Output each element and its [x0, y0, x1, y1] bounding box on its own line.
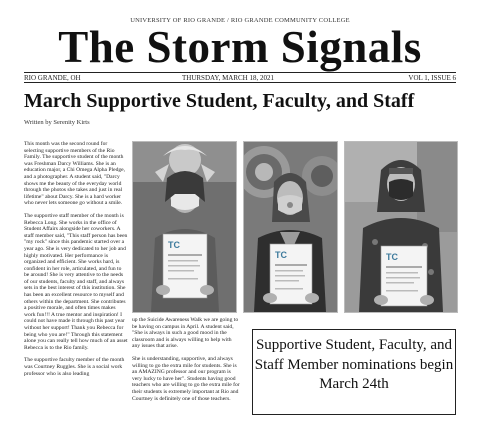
- article-column-2: [132, 317, 240, 432]
- paragraph-faculty-cont: up the Suicide Awareness Walk we are going to be having on campus in April. A student said, "She is always in such a good mood in the classroom and is always willing to help with any issues that arise.: [132, 317, 239, 350]
- photo-staff: [243, 141, 338, 313]
- photo-faculty: [344, 141, 458, 313]
- article-column-1: [24, 141, 128, 432]
- newspaper-title: The Storm Signals: [58, 22, 422, 72]
- masthead-rule-top: [24, 72, 456, 73]
- article-headline: March Supportive Student, Faculty, and Staff: [24, 90, 415, 112]
- faculty-photo-illustration: [345, 142, 457, 312]
- photo-student: [132, 141, 237, 313]
- date-text: THURSDAY, MARCH 18, 2021: [182, 74, 274, 82]
- issue-text: VOL 1, ISSUE 6: [408, 74, 456, 82]
- article-byline: Written by Serenity Kirts: [24, 119, 90, 126]
- nominations-announcement: Supportive Student, Faculty, and Staff Member nominations begin March 24th: [252, 329, 456, 415]
- paragraph-faculty-quote: She is understanding, supportive, and always willing to go the extra mile for students. She is an AMAZING professor and our program is very lucky to have her". Students having good teachers who are willing to go the extra mile for their students is extremely important at Rio and Courtney is definitely one of those teachers.: [132, 355, 240, 402]
- sign-logo-1: TC: [168, 240, 180, 250]
- staff-photo-illustration: [244, 142, 337, 312]
- sign-logo-2: TC: [275, 250, 287, 260]
- paragraph-student: This month was the second round for selecting supportive members of the Rio Family. The supportive student of the month was Freshman Darcy Williams. She is an education major, a Chi Omega Alpha Pledge, and a photographer. A student said, "Darcy shows me the beauty of the everyday world through the photos she takes and just in real lifetime" about Darcy. She is a hard worker who never lets someone go without a smile.: [24, 141, 126, 207]
- institution-line: UNIVERSITY OF RIO GRANDE / RIO GRANDE COMMUNITY COLLEGE: [130, 17, 350, 24]
- masthead-rule-bottom: [24, 82, 456, 83]
- paragraph-staff: The supportive staff member of the month is Rebecca Long. She works in the office of Student Affairs alongside her coworkers. A staff member said, "This staff person has been "my rock" since this pandemic started over a year ago. She is very dedicated to her job and highly motivated. Her performance is organized and efficient. She works hard, is confident in her role, articulated, and fun to be around! She is very attentive to the needs of our students, faculty and staff, and always sets in the best interest of this institution. She has been an excellent resource to myself and others within the department. She contributes a positive morale, and often times makes work fun!!! A true mentor and inspiration! I could not have made it through this past year without her support! Thank you Rebecca for being who you are!" Through this statement alone you can really tell how much of an asset Rebecca is to the Rio family.: [24, 212, 128, 351]
- student-photo-illustration: [133, 142, 236, 312]
- location-text: RIO GRANDE, OH: [24, 74, 81, 82]
- paragraph-faculty: The supportive faculty member of the month was Courtney Ruggles. She is a social work professor who is also leading: [24, 357, 125, 377]
- sign-logo-3: TC: [386, 252, 398, 262]
